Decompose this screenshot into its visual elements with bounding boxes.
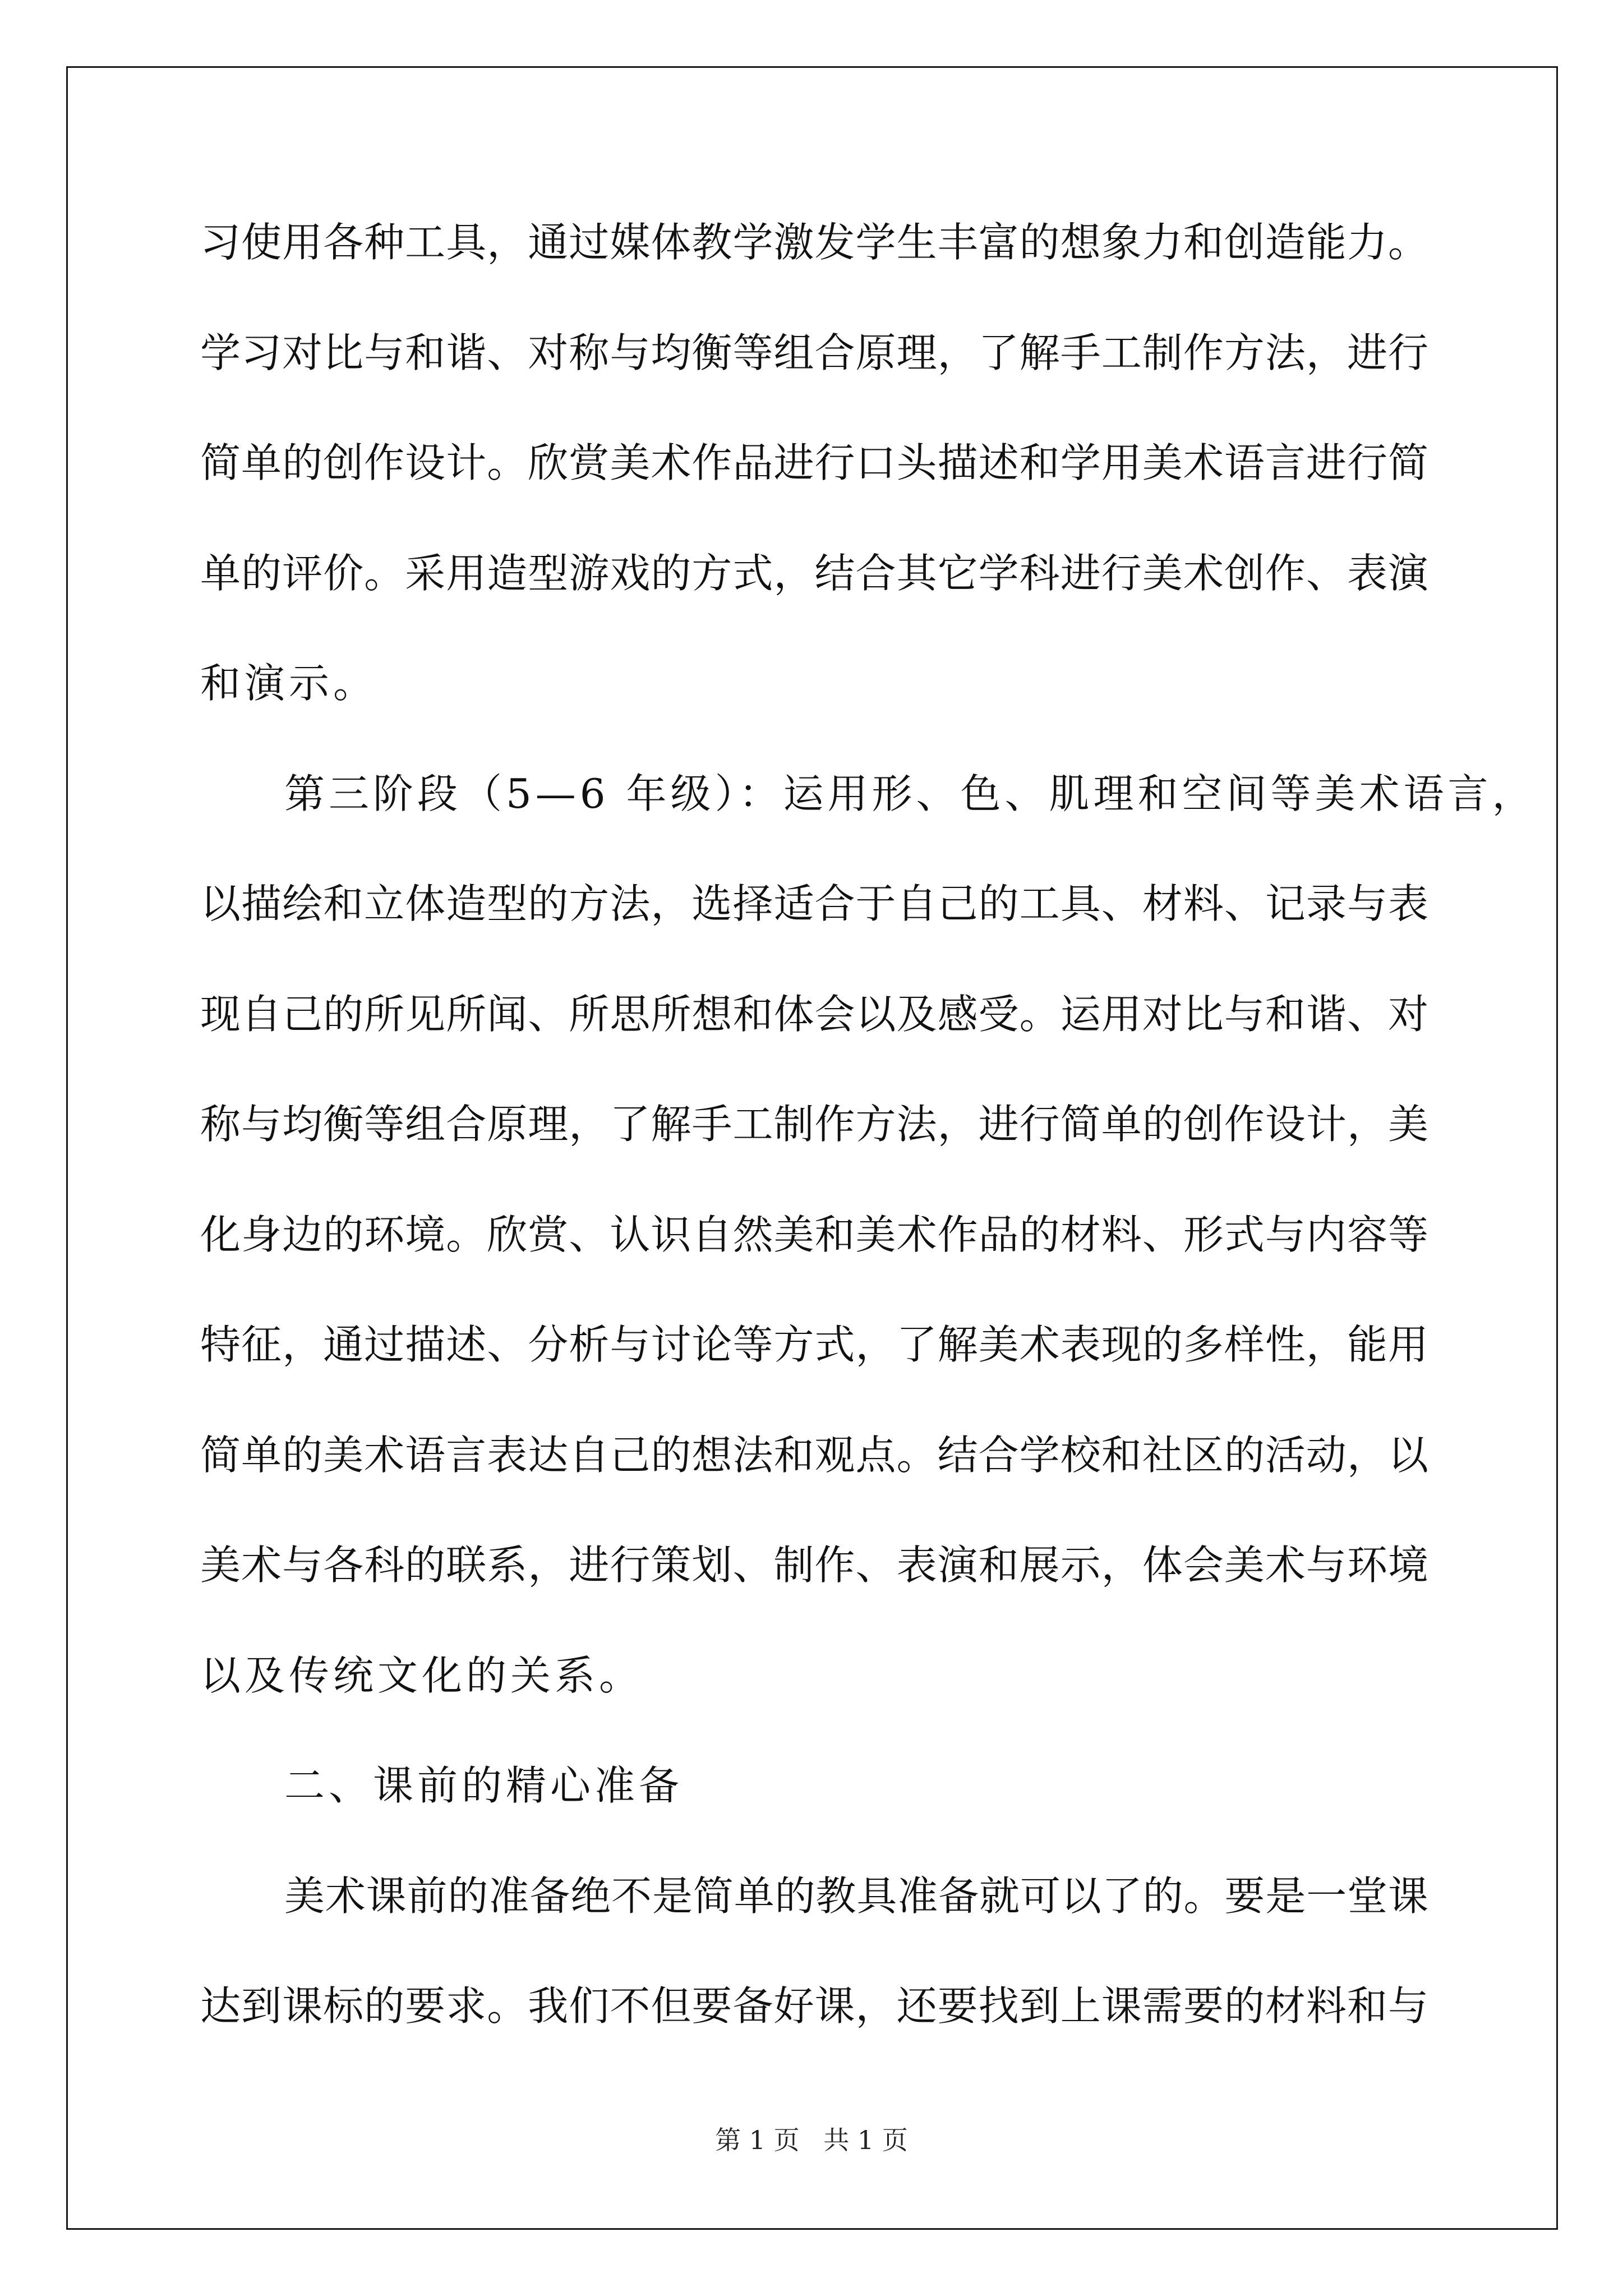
text-line: 美术与各科的联系，进行策划、制作、表演和展示，体会美术与环境 <box>200 1542 1428 1589</box>
text-line: 简单的美术语言表达自己的想法和观点。结合学校和社区的活动，以 <box>200 1432 1428 1479</box>
text-line: 以描绘和立体造型的方法，选择适合于自己的工具、材料、记录与表 <box>200 880 1428 927</box>
text-line: 称与均衡等组合原理，了解手工制作方法，进行简单的创作设计，美 <box>200 1101 1428 1148</box>
text-line: 特征，通过描述、分析与讨论等方式，了解美术表现的多样性，能用 <box>200 1321 1428 1368</box>
paragraph-first-line: 第三阶段（5—6 年级）：运用形、色、肌理和空间等美术语言， <box>284 770 1537 817</box>
page-number: 第 1 页 <box>715 2125 800 2155</box>
section-heading: 二、课前的精心准备 <box>284 1762 684 1809</box>
text-line: 单的评价。采用造型游戏的方式，结合其它学科进行美术创作、表演 <box>200 550 1428 597</box>
page-total: 共 1 页 <box>823 2125 908 2155</box>
text-line: 习使用各种工具，通过媒体教学激发学生丰富的想象力和创造能力。 <box>200 219 1428 266</box>
text-line: 简单的创作设计。欣赏美术作品进行口头描述和学用美术语言进行简 <box>200 439 1428 486</box>
text-line: 学习对比与和谐、对称与均衡等组合原理，了解手工制作方法，进行 <box>200 329 1428 376</box>
text-line: 现自己的所见所闻、所思所想和体会以及感受。运用对比与和谐、对 <box>200 991 1428 1038</box>
page-footer <box>0 2123 1623 2157</box>
text-line: 和演示。 <box>200 660 378 707</box>
text-line: 达到课标的要求。我们不但要备好课，还要找到上课需要的材料和与 <box>200 1982 1428 2030</box>
text-line: 化身边的环境。欣赏、认识自然美和美术作品的材料、形式与内容等 <box>200 1211 1428 1258</box>
text-line: 以及传统文化的关系。 <box>200 1652 644 1699</box>
paragraph-first-line: 美术课前的准备绝不是简单的教具准备就可以了的。要是一堂课 <box>284 1872 1428 1920</box>
